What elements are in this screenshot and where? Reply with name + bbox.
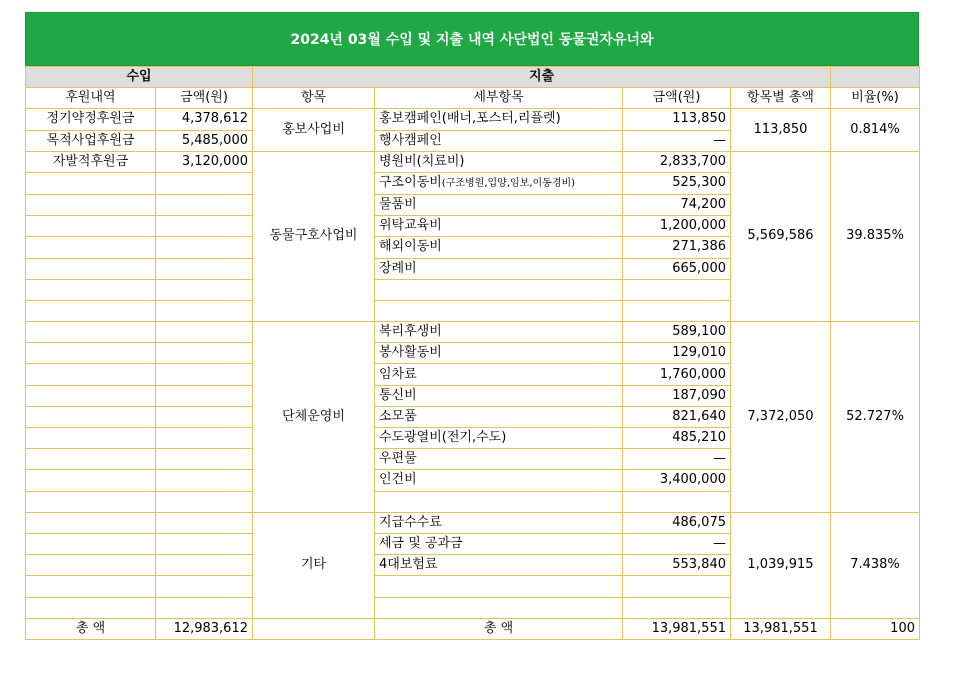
col-detail: 세부항목 <box>375 88 623 109</box>
col-amount: 금액(원) <box>623 88 731 109</box>
income-item-label <box>26 491 156 512</box>
detail-item-label <box>375 130 623 151</box>
income-item-amount <box>156 216 253 237</box>
detail-item-label <box>375 406 623 427</box>
blank-cell <box>253 618 375 639</box>
income-item-label <box>26 237 156 258</box>
income-item-label <box>26 385 156 406</box>
detail-item-amount: 187,090 <box>623 385 731 406</box>
detail-item-amount <box>623 279 731 300</box>
detail-item-amount: 589,100 <box>623 322 731 343</box>
detail-item-label <box>375 555 623 576</box>
ratio-grand-total: 100 <box>831 618 920 639</box>
income-item-amount <box>156 258 253 279</box>
income-item-label <box>26 555 156 576</box>
income-total-amount: 12,983,612 <box>156 618 253 639</box>
category-ratio: 52.727% <box>831 322 920 513</box>
income-item-label <box>26 216 156 237</box>
detail-item-label <box>375 279 623 300</box>
category-ratio: 7.438% <box>831 512 920 618</box>
detail-item-label <box>375 237 623 258</box>
detail-item-text: 우편물 <box>379 451 417 467</box>
category-grand-total: 13,981,551 <box>731 618 831 639</box>
income-item-amount <box>156 364 253 385</box>
income-item-label <box>26 428 156 449</box>
income-item-label <box>26 172 156 194</box>
detail-item-text: 지급수수료 <box>379 514 442 530</box>
detail-item-label <box>375 597 623 618</box>
detail-item-amount: 553,840 <box>623 555 731 576</box>
income-item-label <box>26 258 156 279</box>
detail-item-amount <box>623 300 731 321</box>
detail-item-label <box>375 385 623 406</box>
detail-item-text: 위탁교육비 <box>379 218 442 234</box>
income-item-amount <box>156 449 253 470</box>
header-row-top <box>26 67 920 88</box>
detail-item-label <box>375 491 623 512</box>
detail-item-amount: 485,210 <box>623 428 731 449</box>
detail-item-text: 행사캠페인 <box>379 132 442 148</box>
detail-item-amount: 113,850 <box>623 109 731 130</box>
income-item-label <box>26 512 156 533</box>
category-name: 홍보사업비 <box>253 109 375 151</box>
detail-item-text: 세금 및 공과금 <box>379 536 463 552</box>
income-item-amount: 3,120,000 <box>156 151 253 172</box>
income-item-label <box>26 533 156 554</box>
income-item-amount: 5,485,000 <box>156 130 253 151</box>
income-item-amount <box>156 237 253 258</box>
expense-header: 지출 <box>253 67 831 88</box>
income-item-label: 자발적후원금 <box>26 151 156 172</box>
income-item-amount: 4,378,612 <box>156 109 253 130</box>
detail-item-text: 임차료 <box>379 366 417 382</box>
income-header: 수입 <box>26 67 253 88</box>
detail-item-text: 소모품 <box>379 408 417 424</box>
income-item-amount <box>156 597 253 618</box>
detail-item-text: 장례비 <box>379 260 417 276</box>
income-item-amount <box>156 322 253 343</box>
income-item-label <box>26 470 156 491</box>
income-item-label <box>26 406 156 427</box>
detail-item-amount: 74,200 <box>623 194 731 215</box>
income-item-amount <box>156 512 253 533</box>
detail-item-text: 홍보캠페인(배너,포스터,리플렛) <box>379 111 561 127</box>
detail-item-amount: 129,010 <box>623 343 731 364</box>
detail-item-amount <box>623 491 731 512</box>
income-item-label <box>26 364 156 385</box>
detail-item-label <box>375 172 623 194</box>
col-income-item: 후원내역 <box>26 88 156 109</box>
income-item-amount <box>156 194 253 215</box>
budget-table <box>25 66 920 640</box>
detail-item-amount: — <box>623 533 731 554</box>
detail-item-label <box>375 470 623 491</box>
detail-item-amount: — <box>623 130 731 151</box>
detail-item-text: 인건비 <box>379 472 417 488</box>
income-item-label <box>26 279 156 300</box>
detail-item-label <box>375 109 623 130</box>
col-category: 항목 <box>253 88 375 109</box>
detail-item-label <box>375 194 623 215</box>
detail-item-label <box>375 449 623 470</box>
detail-item-label <box>375 216 623 237</box>
category-name: 기타 <box>253 512 375 618</box>
detail-item-amount: — <box>623 449 731 470</box>
category-ratio: 0.814% <box>831 109 920 151</box>
detail-item-amount: 3,400,000 <box>623 470 731 491</box>
income-item-amount <box>156 172 253 194</box>
totals-row <box>26 618 920 639</box>
income-item-amount <box>156 406 253 427</box>
detail-item-label <box>375 364 623 385</box>
detail-item-label <box>375 428 623 449</box>
col-income-amount: 금액(원) <box>156 88 253 109</box>
sheet-title: 2024년 03월 수입 및 지출 내역 사단법인 동물권자유너와 <box>25 12 919 66</box>
income-item-amount <box>156 555 253 576</box>
income-item-label: 정기약정후원금 <box>26 109 156 130</box>
category-total: 1,039,915 <box>731 512 831 618</box>
detail-item-amount: 525,300 <box>623 172 731 194</box>
income-item-label <box>26 300 156 321</box>
table-row <box>26 151 920 172</box>
detail-item-amount: 1,760,000 <box>623 364 731 385</box>
income-item-amount <box>156 279 253 300</box>
income-item-amount <box>156 385 253 406</box>
income-item-label: 목적사업후원금 <box>26 130 156 151</box>
budget-sheet <box>25 12 919 640</box>
category-total: 7,372,050 <box>731 322 831 513</box>
category-total: 113,850 <box>731 109 831 151</box>
detail-item-amount <box>623 597 731 618</box>
detail-item-note: (구조병원,입양,임보,이동경비) <box>441 177 576 189</box>
col-ratio: 비율(%) <box>831 88 920 109</box>
detail-item-amount: 1,200,000 <box>623 216 731 237</box>
detail-item-text: 통신비 <box>379 387 417 403</box>
income-item-amount <box>156 343 253 364</box>
blank-header <box>831 67 920 88</box>
income-item-amount <box>156 300 253 321</box>
income-item-amount <box>156 533 253 554</box>
detail-item-text: 복리후생비 <box>379 324 442 340</box>
col-category-total: 항목별 총액 <box>731 88 831 109</box>
detail-item-label <box>375 533 623 554</box>
detail-item-amount: 821,640 <box>623 406 731 427</box>
category-total: 5,569,586 <box>731 151 831 321</box>
income-item-label <box>26 449 156 470</box>
table-row <box>26 109 920 130</box>
income-item-amount <box>156 576 253 597</box>
header-row-columns <box>26 88 920 109</box>
detail-item-amount: 486,075 <box>623 512 731 533</box>
detail-item-text: 병원비(치료비) <box>379 153 465 169</box>
detail-item-text: 해외이동비 <box>379 239 442 255</box>
income-item-amount <box>156 428 253 449</box>
detail-item-label <box>375 258 623 279</box>
detail-item-text: 4대보험료 <box>379 557 438 573</box>
detail-item-text: 수도광열비(전기,수도) <box>379 430 507 446</box>
detail-item-text: 봉사활동비 <box>379 345 442 361</box>
category-name: 동물구호사업비 <box>253 151 375 321</box>
category-ratio: 39.835% <box>831 151 920 321</box>
income-item-label <box>26 576 156 597</box>
income-item-label <box>26 194 156 215</box>
income-item-amount <box>156 470 253 491</box>
category-name: 단체운영비 <box>253 322 375 513</box>
detail-item-amount: 665,000 <box>623 258 731 279</box>
table-row <box>26 512 920 533</box>
detail-item-label <box>375 322 623 343</box>
detail-item-label <box>375 300 623 321</box>
table-row <box>26 322 920 343</box>
detail-item-label <box>375 343 623 364</box>
expense-total-label: 총 액 <box>375 618 623 639</box>
income-item-label <box>26 322 156 343</box>
income-item-label <box>26 597 156 618</box>
detail-item-text: 물품비 <box>379 197 417 213</box>
expense-total-amount: 13,981,551 <box>623 618 731 639</box>
detail-item-amount <box>623 576 731 597</box>
detail-item-label <box>375 151 623 172</box>
income-item-label <box>26 343 156 364</box>
income-total-label: 총 액 <box>26 618 156 639</box>
detail-item-label <box>375 512 623 533</box>
detail-item-label <box>375 576 623 597</box>
income-item-amount <box>156 491 253 512</box>
detail-item-text: 구조이동비 <box>379 174 442 190</box>
detail-item-amount: 271,386 <box>623 237 731 258</box>
detail-item-amount: 2,833,700 <box>623 151 731 172</box>
